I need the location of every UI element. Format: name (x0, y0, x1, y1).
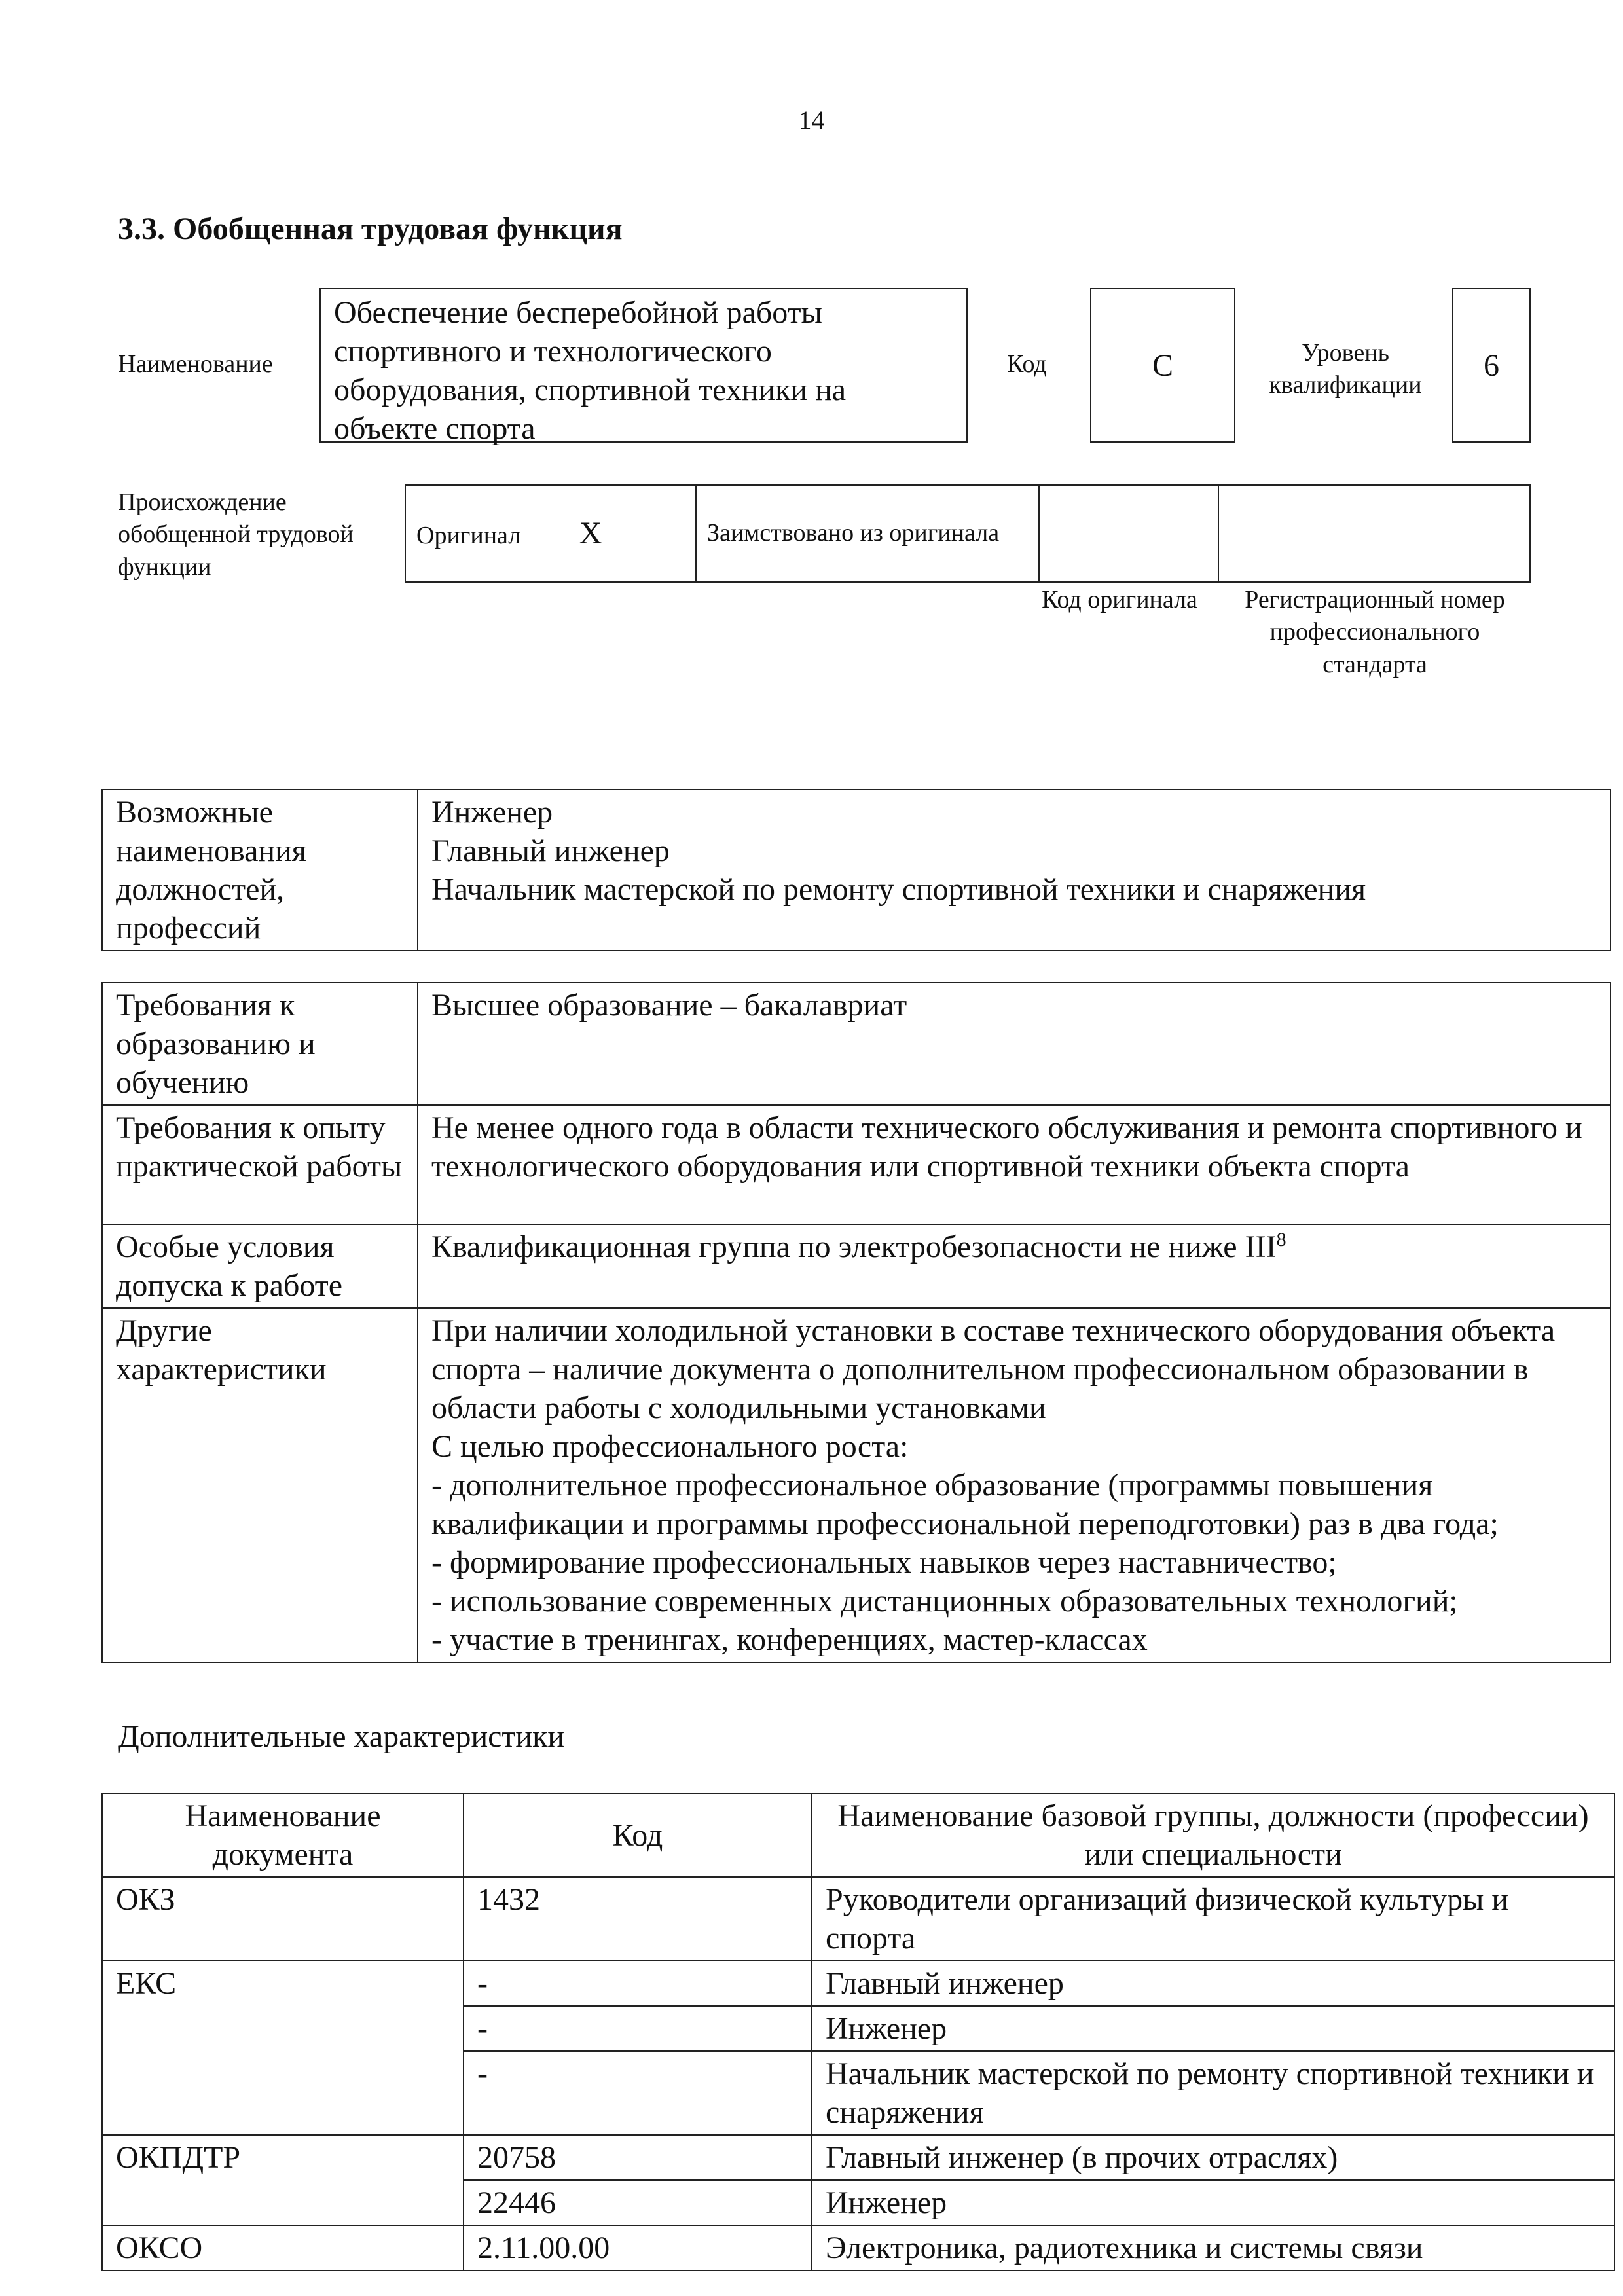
code-value: C (1152, 348, 1173, 383)
original-mark: X (579, 515, 602, 551)
name-cell: Руководители организаций физической культуры и спорта (812, 1877, 1614, 1961)
original-label: Оригинал (416, 521, 521, 549)
qualification-level-label: Уровень квалификации (1269, 339, 1422, 399)
position-item: Главный инженер (431, 833, 670, 868)
code-original-cell (1039, 485, 1218, 582)
code-cell: - (464, 2006, 812, 2051)
name-cell: Инженер (812, 2006, 1614, 2051)
origin-label: Происхождение обобщенной трудовой функции (118, 488, 354, 581)
origin-table (405, 484, 1531, 583)
header-code: Код (464, 1793, 812, 1877)
code-cell: 22446 (464, 2180, 812, 2225)
name-label: Наименование (118, 350, 273, 378)
section-title: 3.3. Обобщенная трудовая функция (118, 211, 623, 246)
header-doc: Наименование документа (102, 1793, 464, 1877)
code-box (1090, 288, 1235, 443)
experience-label: Требования к опыту практической работы (102, 1105, 418, 1224)
name-cell: Начальник мастерской по ремонту спортивной техники и снаряжения (812, 2051, 1614, 2135)
positions-list (418, 790, 1611, 951)
additional-title: Дополнительные характеристики (118, 1719, 565, 1754)
admission-label: Особые условия допуска к работе (102, 1224, 418, 1308)
function-name-box (319, 288, 968, 446)
other-label: Другие характеристики (102, 1308, 418, 1662)
position-item: Инженер (431, 795, 553, 829)
education-value: Высшее образование – бакалавриат (418, 983, 1611, 1105)
function-name: Обеспечение бесперебойной работы спортивного и технологического оборудования, спортивной техники на объекте спорта (334, 295, 847, 446)
page-number: 14 (798, 105, 825, 135)
additional-table (101, 1793, 1615, 2271)
code-cell: - (464, 2051, 812, 2135)
code-cell: 20758 (464, 2135, 812, 2180)
name-cell: Главный инженер (в прочих отраслях) (812, 2135, 1614, 2180)
other-line: - использование современных дистанционных образовательных технологий; (431, 1584, 1458, 1618)
education-label: Требования к образованию и обучению (102, 983, 418, 1105)
positions-label: Возможные наименования должностей, профессий (102, 790, 418, 951)
code-original-caption: Код оригинала (1042, 586, 1197, 613)
other-line: - дополнительное профессиональное образование (программы повышения квалификации и программы профессиональной переподготовки) раз в два года; (431, 1468, 1499, 1541)
name-cell: Главный инженер (812, 1961, 1614, 2006)
doc-cell: ОКЗ (102, 1877, 464, 1961)
name-cell: Электроника, радиотехника и системы связи (812, 2225, 1614, 2270)
experience-value: Не менее одного года в области технического обслуживания и ремонта спортивного и технологического оборудования или спортивной техники объекта спорта (418, 1105, 1611, 1224)
other-line: С целью профессионального роста: (431, 1429, 909, 1464)
code-cell: 2.11.00.00 (464, 2225, 812, 2270)
doc-cell: ЕКС (102, 1961, 464, 2135)
other-line: При наличии холодильной установки в составе технического оборудования объекта спорта – наличие документа о дополнительном профессиональном образовании в области работы с холодильными установками (431, 1313, 1556, 1425)
code-label: Код (1007, 350, 1047, 378)
code-cell: - (464, 1961, 812, 2006)
qualification-level-box (1452, 288, 1531, 443)
reg-number-caption: Регистрационный номер профессионального стандарта (1245, 586, 1505, 678)
admission-value: Квалификационная группа по электробезопасности не ниже III (431, 1230, 1277, 1264)
doc-cell: ОКСО (102, 2225, 464, 2270)
other-line: - формирование профессиональных навыков через наставничество; (431, 1545, 1337, 1580)
origin-original-cell (405, 485, 696, 582)
header-name: Наименование базовой группы, должности (профессии) или специальности (812, 1793, 1614, 1877)
position-item: Начальник мастерской по ремонту спортивной техники и снаряжения (431, 872, 1366, 907)
footnote-mark: 8 (1276, 1229, 1286, 1250)
reg-number-cell (1218, 485, 1530, 582)
admission-cell (418, 1224, 1611, 1308)
name-cell: Инженер (812, 2180, 1614, 2225)
code-cell: 1432 (464, 1877, 812, 1961)
other-line: - участие в тренингах, конференциях, мастер-классах (431, 1622, 1148, 1657)
other-values (418, 1308, 1611, 1662)
doc-cell: ОКПДТР (102, 2135, 464, 2225)
positions-table (101, 789, 1611, 951)
qualification-level-value: 6 (1484, 348, 1499, 383)
requirements-table (101, 982, 1611, 1663)
borrowed-label: Заимствовано из оригинала (696, 485, 1039, 582)
